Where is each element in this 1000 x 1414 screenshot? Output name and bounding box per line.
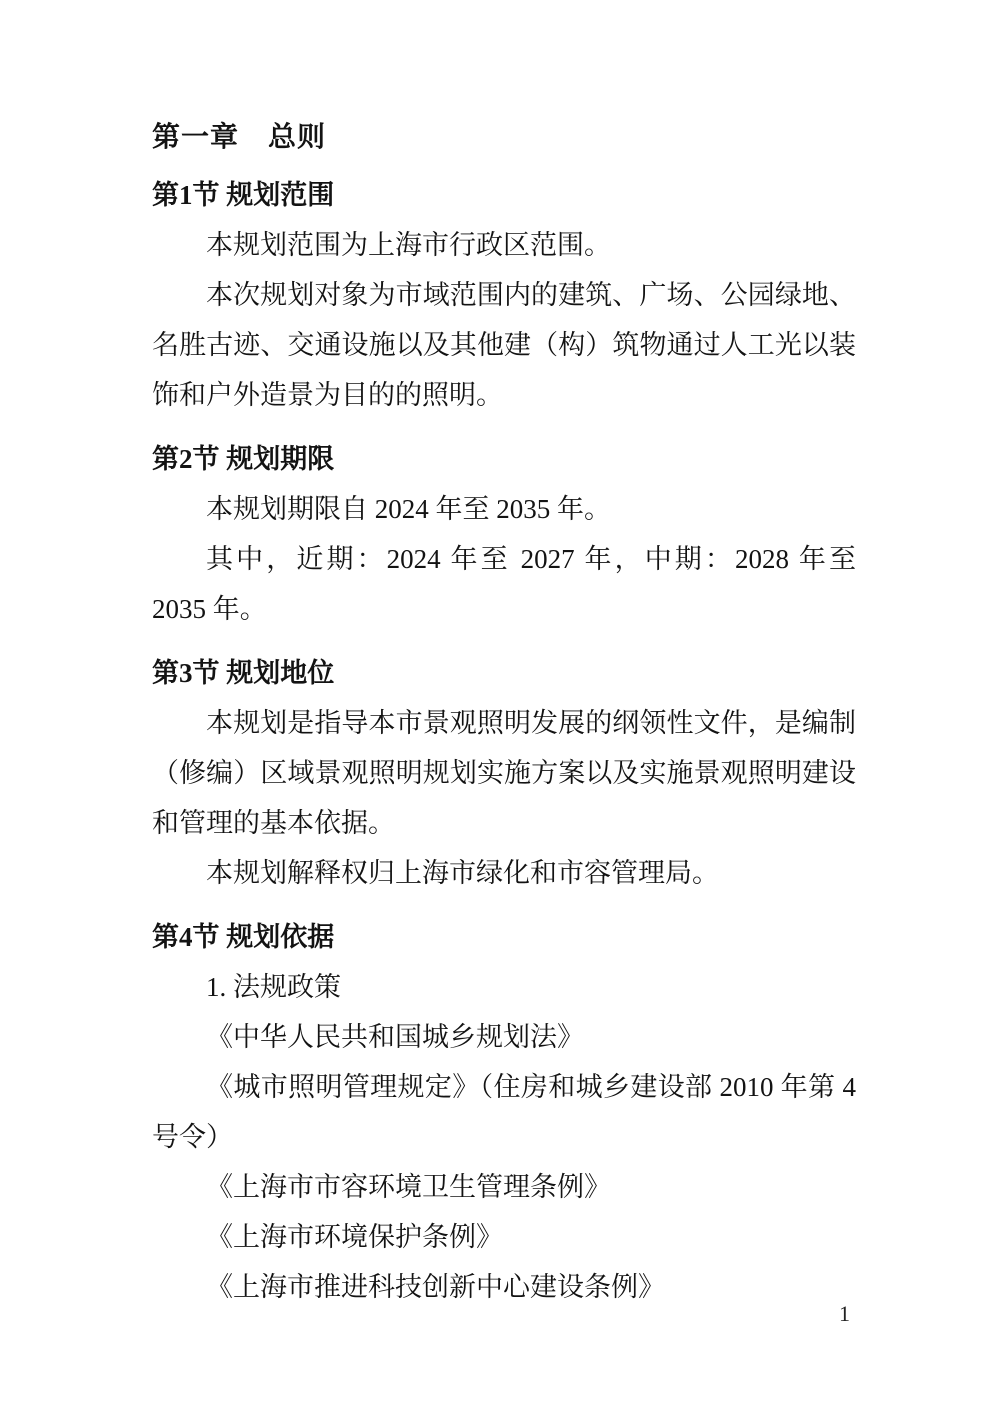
paragraph: 本规划解释权归上海市绿化和市容管理局。 [206, 858, 719, 888]
section-heading-planning-period: 第2节 规划期限 [152, 444, 335, 474]
paragraph: 本规划是指导本市景观照明发展的纲领性文件，是编制（修编）区域景观照明规划实施方案以及实施景观照明建设和管理的基本依据。 [152, 708, 856, 838]
list-item-regulation: 《上海市市容环境卫生管理条例》 [206, 1172, 611, 1202]
section-heading-planning-scope: 第1节 规划范围 [152, 180, 335, 210]
paragraph: 本次规划对象为市域范围内的建筑、广场、公园绿地、名胜古迹、交通设施以及其他建（构）筑物通过人工光以装饰和户外造景为目的的照明。 [152, 280, 856, 410]
page-number: 1 [839, 1301, 850, 1326]
section-heading-planning-basis: 第4节 规划依据 [152, 922, 335, 952]
list-item-regulation: 《城市照明管理规定》（住房和城乡建设部 2010 年第 4 号令） [152, 1072, 856, 1152]
list-item-regulation: 《中华人民共和国城乡规划法》 [206, 1022, 584, 1052]
paragraph: 本规划期限自 2024 年至 2035 年。 [206, 494, 611, 524]
paragraph: 本规划范围为上海市行政区范围。 [206, 230, 611, 260]
chapter-heading: 第一章 总则 [152, 122, 327, 153]
list-item-laws-policies: 1. 法规政策 [206, 972, 341, 1002]
list-item-regulation: 《上海市环境保护条例》 [206, 1222, 503, 1252]
paragraph: 其中，近期：2024 年至 2027 年，中期：2028 年至 2035 年。 [152, 544, 856, 624]
list-item-regulation: 《上海市推进科技创新中心建设条例》 [206, 1272, 665, 1302]
section-heading-planning-status: 第3节 规划地位 [152, 658, 335, 688]
